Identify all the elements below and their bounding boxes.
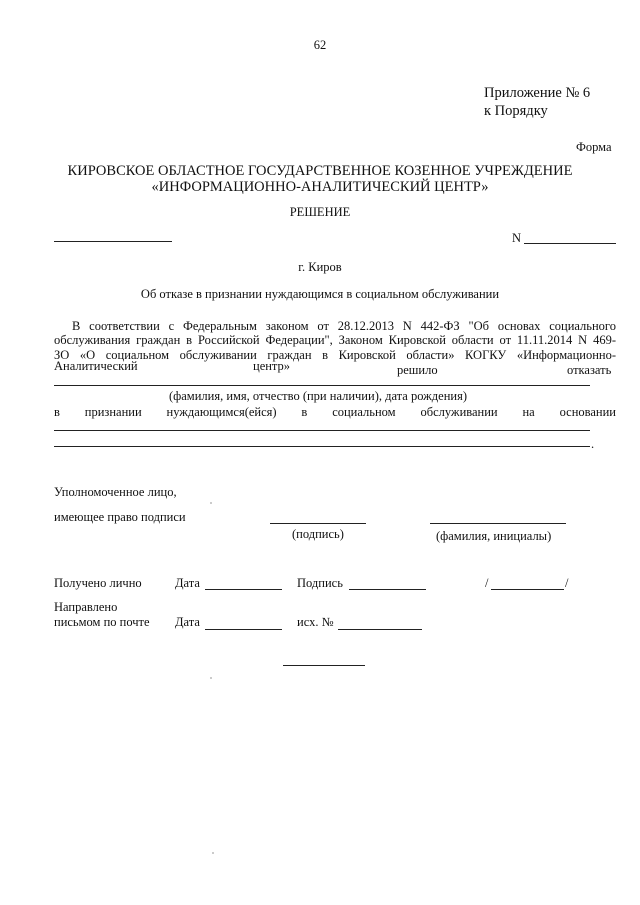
- received-name-slash-right: /: [565, 576, 569, 590]
- scan-speck: [210, 677, 212, 679]
- person-field-line: [54, 385, 590, 386]
- appendix-line-2: к Порядку: [484, 103, 548, 119]
- outgoing-number-label: исх. №: [297, 615, 334, 629]
- sent-by-mail-label-line-1: Направлено: [54, 600, 118, 614]
- reason-end-period: .: [591, 437, 595, 451]
- name-initials-caption: (фамилия, инициалы): [436, 529, 552, 543]
- received-name-field-line: [491, 589, 564, 590]
- body-line-3: ЗО «О социальном обслуживании граждан в Кировской области» КОГКУ «Информационно-: [54, 348, 616, 362]
- body-line-5: в признании нуждающимся(ейся) в социальном обслуживании на основании: [54, 405, 616, 419]
- reason-field-line-2: [54, 446, 590, 447]
- received-date-label: Дата: [175, 576, 200, 590]
- signature-field-line: [270, 523, 366, 524]
- sent-date-field-line: [205, 629, 282, 630]
- page-number: 62: [313, 38, 327, 52]
- signature-caption: (подпись): [292, 527, 344, 541]
- closing-separator-line: [283, 665, 365, 666]
- outgoing-number-field-line: [338, 629, 422, 630]
- received-date-field-line: [205, 589, 282, 590]
- refuse-word: отказать: [567, 363, 612, 377]
- scan-speck: [210, 502, 212, 504]
- organization-name-line-1: КИРОВСКОЕ ОБЛАСТНОЕ ГОСУДАРСТВЕННОЕ КОЗЕННОЕ УЧРЕЖДЕНИЕ: [67, 163, 573, 179]
- number-label: N: [512, 231, 522, 245]
- sent-by-mail-label-line-2: письмом по почте: [54, 615, 150, 629]
- decision-subject: Об отказе в признании нуждающимся в социальном обслуживании: [140, 287, 500, 301]
- date-field-line: [54, 241, 172, 242]
- sent-date-label: Дата: [175, 615, 200, 629]
- form-label: Форма: [576, 140, 612, 154]
- body-line-4-left: Аналитический: [54, 359, 138, 373]
- appendix-line-1: Приложение № 6: [484, 85, 591, 101]
- authorized-person-label: Уполномоченное лицо,: [54, 485, 177, 499]
- received-personally-label: Получено лично: [54, 576, 142, 590]
- document-title: РЕШЕНИЕ: [289, 205, 351, 219]
- body-line-1: В соответствии с Федеральным законом от 28.12.2013 N 442-ФЗ "Об основах социального: [72, 319, 616, 333]
- signing-right-label: имеющее право подписи: [54, 510, 186, 524]
- number-field-line: [524, 243, 616, 244]
- person-field-caption: (фамилия, имя, отчество (при наличии), дата рождения): [169, 389, 467, 403]
- body-line-2: обслуживания граждан в Российской Федерации", Законом Кировской области от 11.11.2014 N 469-: [54, 333, 616, 347]
- reason-field-line-1: [54, 430, 590, 431]
- city: г. Киров: [298, 260, 342, 274]
- name-initials-field-line: [430, 523, 566, 524]
- body-line-4-center: центр»: [253, 359, 291, 373]
- received-signature-field-line: [349, 589, 426, 590]
- received-name-slash-left: /: [485, 576, 489, 590]
- received-signature-label: Подпись: [297, 576, 343, 590]
- organization-name-line-2: «ИНФОРМАЦИОННО-АНАЛИТИЧЕСКИЙ ЦЕНТР»: [151, 179, 489, 195]
- decided-word: решило: [397, 363, 438, 377]
- scan-speck: [212, 852, 214, 854]
